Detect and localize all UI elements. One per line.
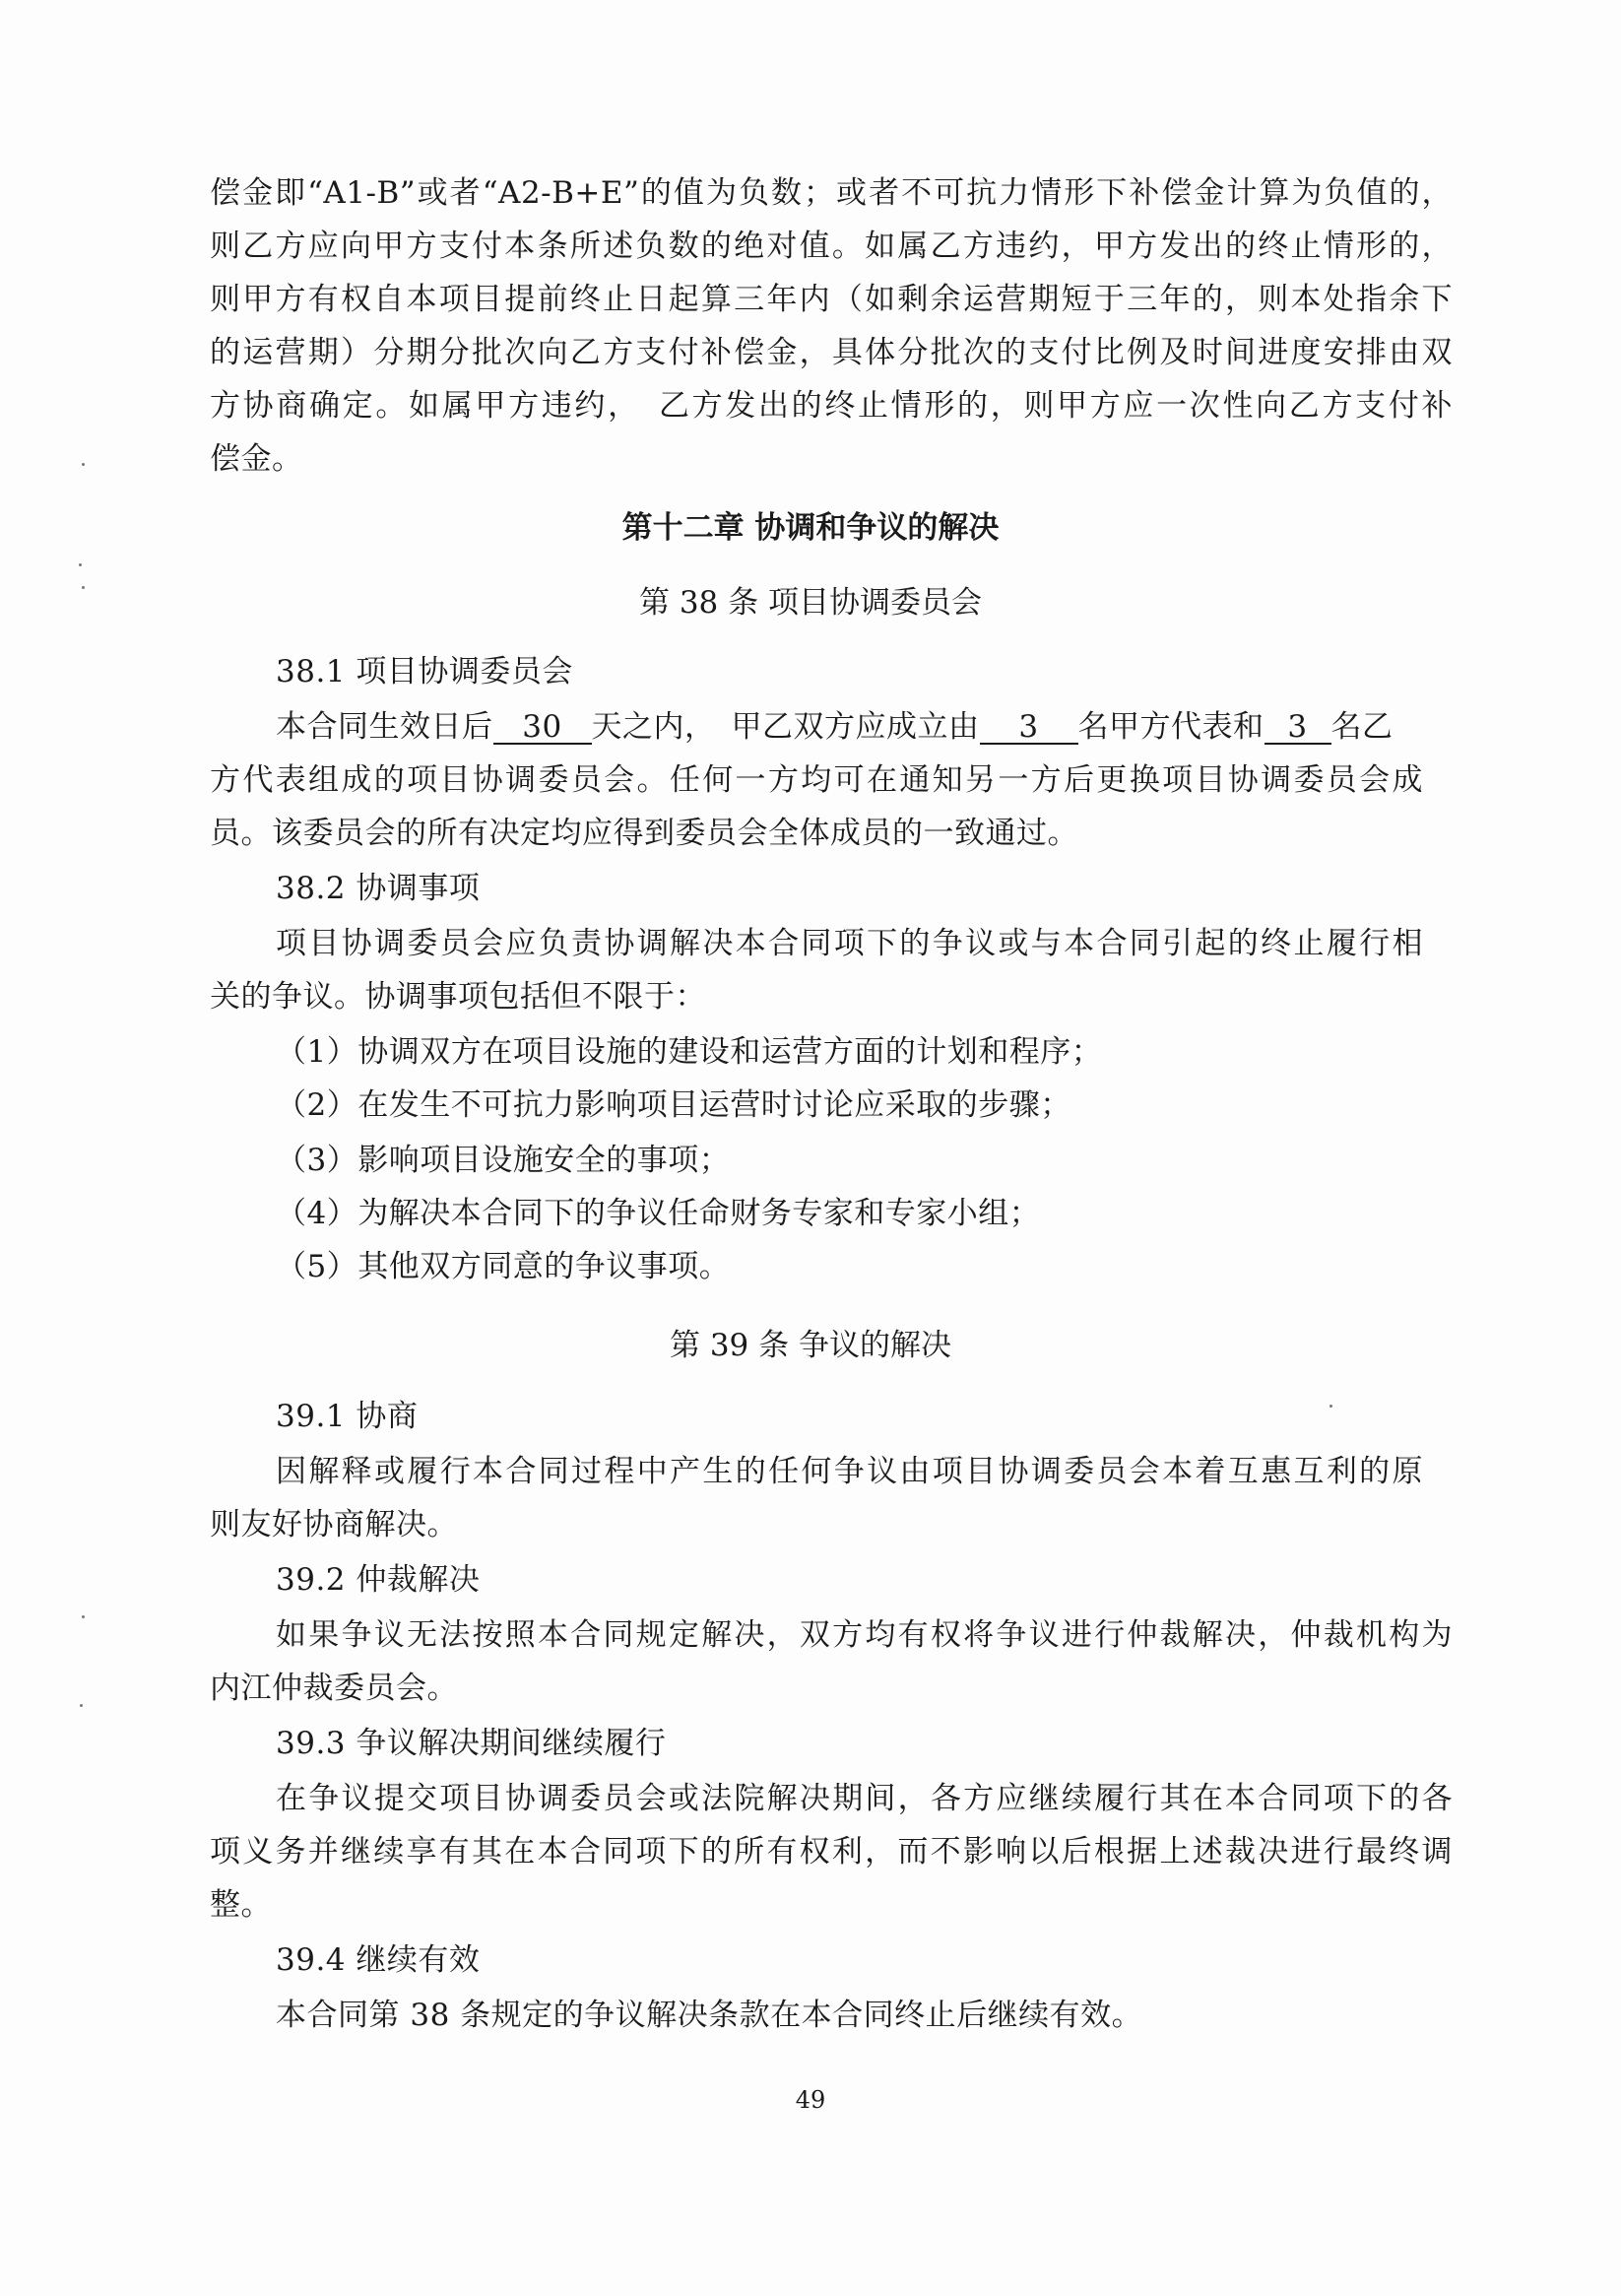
body-line: 则乙方应向甲方支付本条所述负数的绝对值。如属乙方违约，甲方发出的终止情形的， (210, 229, 1453, 264)
text-segment: 本合同生效日后 (276, 709, 493, 745)
body-line: 在争议提交项目协调委员会或法院解决期间，各方应继续履行其在本合同项下的各 (276, 1781, 1453, 1816)
blank-days: 30 (493, 711, 592, 745)
body-line: 偿金即“A1-B”或者“A2-B+E”的值为负数；或者不可抗力情形下补偿金计算为负值的， (210, 175, 1453, 211)
scan-speck (79, 563, 82, 566)
section-38-1-line1 (276, 707, 1394, 747)
article-38-title: 第 38 条 项目协调委员会 (638, 585, 982, 621)
body-line: 员。该委员会的所有决定均应得到委员会全体成员的一致通过。 (210, 816, 1078, 851)
section-39-3-heading: 39.3 争议解决期间继续履行 (276, 1726, 667, 1761)
body-line: 项义务并继续享有其在本合同项下的所有权利，而不影响以后根据上述裁决进行最终调 (210, 1834, 1453, 1870)
text-segment: 名乙 (1330, 709, 1394, 745)
section-39-4-heading: 39.4 继续有效 (276, 1942, 481, 1978)
article-39-title: 第 39 条 争议的解决 (669, 1328, 951, 1363)
list-item: （5）其他双方同意的争议事项。 (276, 1249, 731, 1284)
body-line: 关的争议。协调事项包括但不限于： (210, 979, 706, 1015)
section-39-2-heading: 39.2 仲裁解决 (276, 1562, 481, 1598)
scan-speck (82, 586, 85, 589)
scan-speck (82, 1615, 85, 1618)
blank-party-a-count: 3 (980, 711, 1078, 745)
body-line: 的运营期）分期分批次向乙方支付补偿金，具体分批次的支付比例及时间进度安排由双 (210, 335, 1453, 370)
body-line: 如果争议无法按照本合同规定解决，双方均有权将争议进行仲裁解决，仲裁机构为 (276, 1617, 1453, 1653)
body-line: 方代表组成的项目协调委员会。任何一方均可在通知另一方后更换项目协调委员会成 (210, 762, 1423, 798)
chapter-title: 第十二章 协调和争议的解决 (621, 510, 1000, 546)
body-line: 因解释或履行本合同过程中产生的任何争议由项目协调委员会本着互惠互利的原 (276, 1454, 1423, 1489)
section-39-1-heading: 39.1 协商 (276, 1399, 419, 1434)
list-item: （4）为解决本合同下的争议任命财务专家和专家小组； (276, 1196, 1041, 1231)
list-item: （3）影响项目设施安全的事项； (276, 1143, 731, 1178)
body-line: 方协商确定。如属甲方违约， 乙方发出的终止情形的，则甲方应一次性向乙方支付补 (210, 388, 1453, 424)
list-item: （2）在发生不可抗力影响项目运营时讨论应采取的步骤； (276, 1087, 1071, 1123)
scan-speck (1329, 1405, 1332, 1408)
text-segment: 名甲方代表和 (1077, 709, 1264, 745)
body-line: 项目协调委员会应负责协调解决本合同项下的争议或与本合同引起的终止履行相 (276, 926, 1423, 961)
list-item: （1）协调双方在项目设施的建设和运营方面的计划和程序； (276, 1034, 1103, 1070)
body-line: 偿金。 (210, 441, 303, 477)
body-line: 则甲方有权自本项目提前终止日起算三年内（如剩余运营期短于三年的，则本处指余下 (210, 282, 1453, 317)
body-line: 则友好协商解决。 (210, 1507, 458, 1542)
section-38-1-heading: 38.1 项目协调委员会 (276, 654, 573, 689)
page-number: 49 (795, 2086, 826, 2114)
section-38-2-heading: 38.2 协调事项 (276, 871, 481, 906)
scan-speck (80, 1704, 83, 1707)
body-line: 本合同第 38 条规定的争议解决条款在本合同终止后继续有效。 (276, 1998, 1143, 2033)
blank-party-b-count: 3 (1264, 711, 1331, 745)
text-segment: 天之内， 甲乙双方应成立由 (591, 709, 980, 745)
body-line: 内江仲裁委员会。 (210, 1671, 458, 1706)
scan-speck (82, 463, 85, 466)
body-line: 整。 (210, 1887, 272, 1923)
